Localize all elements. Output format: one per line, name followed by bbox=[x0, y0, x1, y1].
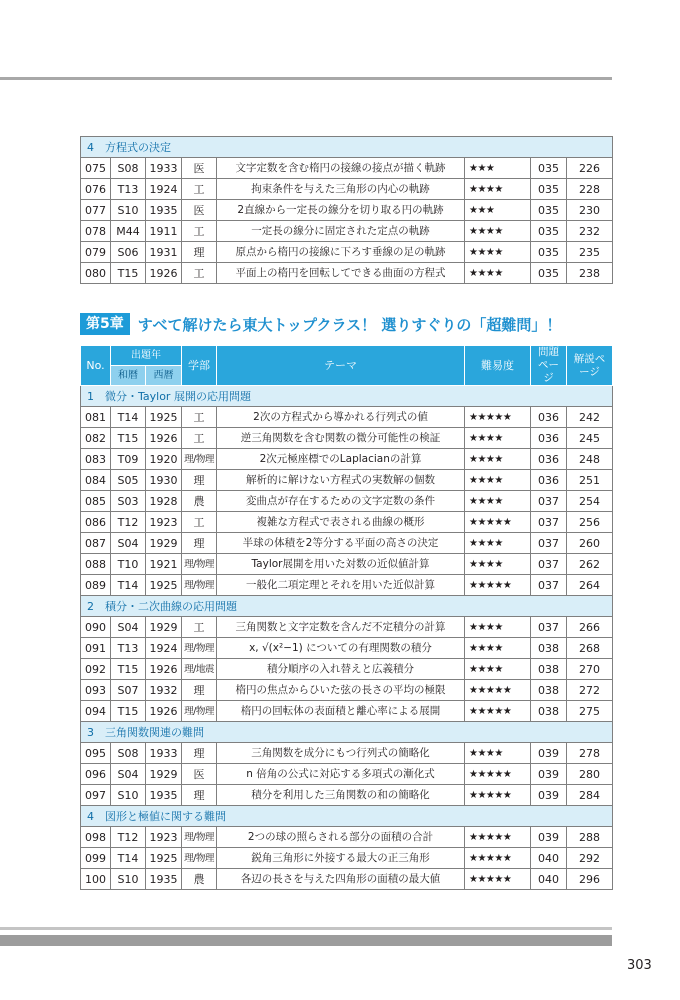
year-wareki: S10 bbox=[111, 869, 146, 890]
section-header-row bbox=[81, 386, 613, 407]
answer-page: 251 bbox=[567, 470, 613, 491]
department: 理 bbox=[182, 533, 217, 554]
year-seireki: 1930 bbox=[146, 470, 182, 491]
department: 工 bbox=[182, 407, 217, 428]
question-page: 038 bbox=[531, 701, 567, 722]
year-wareki: T12 bbox=[111, 827, 146, 848]
question-page: 038 bbox=[531, 659, 567, 680]
year-wareki: T14 bbox=[111, 575, 146, 596]
department: 理/物理 bbox=[182, 449, 217, 470]
difficulty-stars: ★★★★ bbox=[465, 470, 531, 491]
problem-number: 100 bbox=[81, 869, 111, 890]
answer-page: 266 bbox=[567, 617, 613, 638]
answer-page: 242 bbox=[567, 407, 613, 428]
theme: 変曲点が存在するための文字定数の条件 bbox=[217, 491, 465, 512]
difficulty-stars: ★★★ bbox=[465, 158, 531, 179]
year-seireki: 1928 bbox=[146, 491, 182, 512]
difficulty-stars: ★★★★ bbox=[465, 533, 531, 554]
answer-page: 272 bbox=[567, 680, 613, 701]
table-row bbox=[81, 470, 613, 491]
header-year: 出題年 bbox=[111, 346, 182, 366]
difficulty-stars: ★★★★ bbox=[465, 638, 531, 659]
answer-page: 232 bbox=[567, 221, 613, 242]
theme: 解析的に解けない方程式の実数解の個数 bbox=[217, 470, 465, 491]
department: 農 bbox=[182, 491, 217, 512]
year-seireki: 1911 bbox=[146, 221, 182, 242]
problem-number: 099 bbox=[81, 848, 111, 869]
chapter-badge: 第5章 bbox=[80, 313, 130, 335]
problem-number: 089 bbox=[81, 575, 111, 596]
theme: 拘束条件を与えた三角形の内心の軌跡 bbox=[217, 179, 465, 200]
department: 理/地震 bbox=[182, 659, 217, 680]
theme: 三角関数と文字定数を含んだ不定積分の計算 bbox=[217, 617, 465, 638]
answer-page: 262 bbox=[567, 554, 613, 575]
year-seireki: 1935 bbox=[146, 869, 182, 890]
department: 理/物理 bbox=[182, 848, 217, 869]
problem-number: 096 bbox=[81, 764, 111, 785]
problem-number: 075 bbox=[81, 158, 111, 179]
section-title: 3 三角関数関連の難問 bbox=[81, 722, 613, 743]
problem-number: 086 bbox=[81, 512, 111, 533]
year-wareki: S04 bbox=[111, 617, 146, 638]
year-wareki: T09 bbox=[111, 449, 146, 470]
answer-page: 256 bbox=[567, 512, 613, 533]
year-wareki: S04 bbox=[111, 764, 146, 785]
year-wareki: M44 bbox=[111, 221, 146, 242]
answer-page: 296 bbox=[567, 869, 613, 890]
theme: 2つの球の照らされる部分の面積の合計 bbox=[217, 827, 465, 848]
difficulty-stars: ★★★★ bbox=[465, 449, 531, 470]
table-row bbox=[81, 179, 613, 200]
year-wareki: T15 bbox=[111, 659, 146, 680]
department: 理 bbox=[182, 680, 217, 701]
problem-table-top bbox=[80, 136, 613, 284]
question-page: 035 bbox=[531, 158, 567, 179]
problem-number: 078 bbox=[81, 221, 111, 242]
year-seireki: 1929 bbox=[146, 764, 182, 785]
department: 理/物理 bbox=[182, 575, 217, 596]
answer-page: 275 bbox=[567, 701, 613, 722]
department: 医 bbox=[182, 764, 217, 785]
question-page: 035 bbox=[531, 263, 567, 284]
theme: 逆三角関数を含む関数の微分可能性の検証 bbox=[217, 428, 465, 449]
table-row bbox=[81, 512, 613, 533]
difficulty-stars: ★★★★ bbox=[465, 659, 531, 680]
problem-number: 094 bbox=[81, 701, 111, 722]
department: 理/物理 bbox=[182, 827, 217, 848]
department: 工 bbox=[182, 512, 217, 533]
theme: 積分順序の入れ替えと広義積分 bbox=[217, 659, 465, 680]
theme: 一般化二項定理とそれを用いた近似計算 bbox=[217, 575, 465, 596]
problem-number: 092 bbox=[81, 659, 111, 680]
year-wareki: T15 bbox=[111, 428, 146, 449]
table-row bbox=[81, 158, 613, 179]
department: 理 bbox=[182, 470, 217, 491]
difficulty-stars: ★★★★★ bbox=[465, 764, 531, 785]
year-wareki: S08 bbox=[111, 158, 146, 179]
problem-number: 081 bbox=[81, 407, 111, 428]
year-seireki: 1925 bbox=[146, 407, 182, 428]
difficulty-stars: ★★★ bbox=[465, 200, 531, 221]
table-row bbox=[81, 617, 613, 638]
table-row bbox=[81, 701, 613, 722]
answer-page: 292 bbox=[567, 848, 613, 869]
year-seireki: 1929 bbox=[146, 617, 182, 638]
department: 理 bbox=[182, 743, 217, 764]
year-seireki: 1920 bbox=[146, 449, 182, 470]
difficulty-stars: ★★★★ bbox=[465, 221, 531, 242]
department: 医 bbox=[182, 200, 217, 221]
theme: 複雑な方程式で表される曲線の概形 bbox=[217, 512, 465, 533]
year-wareki: T12 bbox=[111, 512, 146, 533]
question-page: 035 bbox=[531, 242, 567, 263]
question-page: 035 bbox=[531, 179, 567, 200]
question-page: 039 bbox=[531, 785, 567, 806]
problem-number: 093 bbox=[81, 680, 111, 701]
question-page: 035 bbox=[531, 200, 567, 221]
year-seireki: 1923 bbox=[146, 827, 182, 848]
theme: 2直線から一定長の線分を切り取る円の軌跡 bbox=[217, 200, 465, 221]
difficulty-stars: ★★★★ bbox=[465, 491, 531, 512]
table-row bbox=[81, 533, 613, 554]
question-page: 039 bbox=[531, 743, 567, 764]
year-wareki: T10 bbox=[111, 554, 146, 575]
table-row bbox=[81, 659, 613, 680]
answer-page: 254 bbox=[567, 491, 613, 512]
question-page: 037 bbox=[531, 533, 567, 554]
year-wareki: S03 bbox=[111, 491, 146, 512]
difficulty-stars: ★★★★ bbox=[465, 743, 531, 764]
question-page: 035 bbox=[531, 221, 567, 242]
question-page: 036 bbox=[531, 470, 567, 491]
bottom-rule-thin bbox=[0, 927, 612, 930]
table-row bbox=[81, 491, 613, 512]
section-header-row bbox=[81, 806, 613, 827]
table-row bbox=[81, 785, 613, 806]
section-title: 4 図形と極値に関する難問 bbox=[81, 806, 613, 827]
year-wareki: T13 bbox=[111, 179, 146, 200]
difficulty-stars: ★★★★ bbox=[465, 617, 531, 638]
answer-page: 245 bbox=[567, 428, 613, 449]
header-question-page: 問題ページ bbox=[531, 346, 567, 386]
answer-page: 280 bbox=[567, 764, 613, 785]
department: 理/物理 bbox=[182, 701, 217, 722]
header-wareki: 和暦 bbox=[111, 366, 146, 386]
question-page: 037 bbox=[531, 575, 567, 596]
top-rule bbox=[0, 77, 612, 80]
theme: 2次元極座標でのLaplacianの計算 bbox=[217, 449, 465, 470]
problem-number: 077 bbox=[81, 200, 111, 221]
year-seireki: 1935 bbox=[146, 200, 182, 221]
chapter-title: すべて解けたら東大トップクラス！ 選りすぐりの「超難問」！ bbox=[137, 315, 562, 334]
theme: 原点から楕円の接線に下ろす垂線の足の軌跡 bbox=[217, 242, 465, 263]
answer-page: 228 bbox=[567, 179, 613, 200]
year-wareki: T14 bbox=[111, 407, 146, 428]
year-seireki: 1925 bbox=[146, 848, 182, 869]
difficulty-stars: ★★★★ bbox=[465, 428, 531, 449]
theme: n 倍角の公式に対応する多項式の漸化式 bbox=[217, 764, 465, 785]
section-title: 1 微分・Taylor 展開の応用問題 bbox=[81, 386, 613, 407]
header-no: No. bbox=[81, 346, 111, 386]
problem-number: 079 bbox=[81, 242, 111, 263]
answer-page: 238 bbox=[567, 263, 613, 284]
year-wareki: T15 bbox=[111, 701, 146, 722]
table-row bbox=[81, 428, 613, 449]
question-page: 038 bbox=[531, 680, 567, 701]
year-wareki: S04 bbox=[111, 533, 146, 554]
difficulty-stars: ★★★★★ bbox=[465, 785, 531, 806]
section-header-row bbox=[81, 722, 613, 743]
table-row bbox=[81, 449, 613, 470]
answer-page: 235 bbox=[567, 242, 613, 263]
problem-number: 088 bbox=[81, 554, 111, 575]
question-page: 037 bbox=[531, 491, 567, 512]
department: 工 bbox=[182, 179, 217, 200]
department: 理 bbox=[182, 242, 217, 263]
theme: x, √(x²−1) についての有理関数の積分 bbox=[217, 638, 465, 659]
year-seireki: 1935 bbox=[146, 785, 182, 806]
department: 工 bbox=[182, 221, 217, 242]
difficulty-stars: ★★★★★ bbox=[465, 680, 531, 701]
bottom-rule-thick bbox=[0, 935, 612, 946]
problem-number: 082 bbox=[81, 428, 111, 449]
question-page: 039 bbox=[531, 764, 567, 785]
question-page: 038 bbox=[531, 638, 567, 659]
question-page: 037 bbox=[531, 512, 567, 533]
difficulty-stars: ★★★★ bbox=[465, 179, 531, 200]
header-seireki: 西暦 bbox=[146, 366, 182, 386]
theme: 楕円の回転体の表面積と離心率による展開 bbox=[217, 701, 465, 722]
answer-page: 288 bbox=[567, 827, 613, 848]
answer-page: 230 bbox=[567, 200, 613, 221]
theme: 2次の方程式から導かれる行列式の値 bbox=[217, 407, 465, 428]
answer-page: 260 bbox=[567, 533, 613, 554]
table-row bbox=[81, 764, 613, 785]
answer-page: 226 bbox=[567, 158, 613, 179]
problem-number: 087 bbox=[81, 533, 111, 554]
section-header-row bbox=[81, 137, 613, 158]
department: 医 bbox=[182, 158, 217, 179]
section-header-row bbox=[81, 596, 613, 617]
table-row bbox=[81, 554, 613, 575]
answer-page: 264 bbox=[567, 575, 613, 596]
question-page: 040 bbox=[531, 869, 567, 890]
header-theme: テーマ bbox=[217, 346, 465, 386]
difficulty-stars: ★★★★ bbox=[465, 554, 531, 575]
chapter-heading bbox=[80, 312, 561, 336]
question-page: 040 bbox=[531, 848, 567, 869]
year-seireki: 1932 bbox=[146, 680, 182, 701]
year-seireki: 1925 bbox=[146, 575, 182, 596]
year-seireki: 1929 bbox=[146, 533, 182, 554]
table-row bbox=[81, 827, 613, 848]
department: 工 bbox=[182, 617, 217, 638]
year-seireki: 1926 bbox=[146, 659, 182, 680]
year-wareki: T14 bbox=[111, 848, 146, 869]
answer-page: 268 bbox=[567, 638, 613, 659]
question-page: 036 bbox=[531, 407, 567, 428]
answer-page: 284 bbox=[567, 785, 613, 806]
problem-number: 091 bbox=[81, 638, 111, 659]
table-row bbox=[81, 743, 613, 764]
table-row bbox=[81, 638, 613, 659]
year-seireki: 1923 bbox=[146, 512, 182, 533]
department: 理 bbox=[182, 785, 217, 806]
question-page: 037 bbox=[531, 554, 567, 575]
difficulty-stars: ★★★★★ bbox=[465, 512, 531, 533]
department: 工 bbox=[182, 263, 217, 284]
year-seireki: 1933 bbox=[146, 158, 182, 179]
table-row bbox=[81, 869, 613, 890]
theme: 文字定数を含む楕円の接線の接点が描く軌跡 bbox=[217, 158, 465, 179]
problem-number: 080 bbox=[81, 263, 111, 284]
table-row bbox=[81, 200, 613, 221]
problem-table-chapter5 bbox=[80, 345, 613, 890]
theme: 積分を利用した三角関数の和の簡略化 bbox=[217, 785, 465, 806]
table-row bbox=[81, 263, 613, 284]
table-row bbox=[81, 848, 613, 869]
year-wareki: T13 bbox=[111, 638, 146, 659]
theme: 半球の体積を2等分する平面の高さの決定 bbox=[217, 533, 465, 554]
question-page: 036 bbox=[531, 449, 567, 470]
problem-number: 090 bbox=[81, 617, 111, 638]
page-number: 303 bbox=[627, 958, 652, 973]
table-row bbox=[81, 680, 613, 701]
year-seireki: 1933 bbox=[146, 743, 182, 764]
difficulty-stars: ★★★★★ bbox=[465, 848, 531, 869]
year-seireki: 1924 bbox=[146, 638, 182, 659]
table-row bbox=[81, 407, 613, 428]
header-dept: 学部 bbox=[182, 346, 217, 386]
table-row bbox=[81, 575, 613, 596]
theme: 平面上の楕円を回転してできる曲面の方程式 bbox=[217, 263, 465, 284]
year-seireki: 1926 bbox=[146, 701, 182, 722]
department: 工 bbox=[182, 428, 217, 449]
year-seireki: 1924 bbox=[146, 179, 182, 200]
header-answer-page: 解説ページ bbox=[567, 346, 613, 386]
difficulty-stars: ★★★★★ bbox=[465, 701, 531, 722]
year-seireki: 1926 bbox=[146, 263, 182, 284]
problem-number: 095 bbox=[81, 743, 111, 764]
question-page: 039 bbox=[531, 827, 567, 848]
difficulty-stars: ★★★★★ bbox=[465, 407, 531, 428]
year-seireki: 1931 bbox=[146, 242, 182, 263]
question-page: 036 bbox=[531, 428, 567, 449]
problem-number: 084 bbox=[81, 470, 111, 491]
problem-number: 085 bbox=[81, 491, 111, 512]
department: 理/物理 bbox=[182, 638, 217, 659]
section-title: 4 方程式の決定 bbox=[81, 137, 613, 158]
theme: 鋭角三角形に外接する最大の正三角形 bbox=[217, 848, 465, 869]
theme: Taylor展開を用いた対数の近似値計算 bbox=[217, 554, 465, 575]
problem-number: 076 bbox=[81, 179, 111, 200]
department: 理/物理 bbox=[182, 554, 217, 575]
header-difficulty: 難易度 bbox=[465, 346, 531, 386]
year-wareki: S07 bbox=[111, 680, 146, 701]
difficulty-stars: ★★★★★ bbox=[465, 827, 531, 848]
section-title: 2 積分・二次曲線の応用問題 bbox=[81, 596, 613, 617]
theme: 楕円の焦点からひいた弦の長さの平均の極限 bbox=[217, 680, 465, 701]
department: 農 bbox=[182, 869, 217, 890]
answer-page: 248 bbox=[567, 449, 613, 470]
question-page: 037 bbox=[531, 617, 567, 638]
answer-page: 278 bbox=[567, 743, 613, 764]
year-wareki: S06 bbox=[111, 242, 146, 263]
table-row bbox=[81, 242, 613, 263]
year-wareki: T15 bbox=[111, 263, 146, 284]
problem-number: 097 bbox=[81, 785, 111, 806]
problem-number: 083 bbox=[81, 449, 111, 470]
table-row bbox=[81, 221, 613, 242]
year-wareki: S10 bbox=[111, 785, 146, 806]
difficulty-stars: ★★★★★ bbox=[465, 869, 531, 890]
answer-page: 270 bbox=[567, 659, 613, 680]
year-wareki: S10 bbox=[111, 200, 146, 221]
difficulty-stars: ★★★★ bbox=[465, 242, 531, 263]
theme: 一定長の線分に固定された定点の軌跡 bbox=[217, 221, 465, 242]
year-wareki: S08 bbox=[111, 743, 146, 764]
year-seireki: 1921 bbox=[146, 554, 182, 575]
difficulty-stars: ★★★★ bbox=[465, 263, 531, 284]
theme: 三角関数を成分にもつ行列式の簡略化 bbox=[217, 743, 465, 764]
problem-number: 098 bbox=[81, 827, 111, 848]
difficulty-stars: ★★★★★ bbox=[465, 575, 531, 596]
theme: 各辺の長さを与えた四角形の面積の最大値 bbox=[217, 869, 465, 890]
year-seireki: 1926 bbox=[146, 428, 182, 449]
year-wareki: S05 bbox=[111, 470, 146, 491]
